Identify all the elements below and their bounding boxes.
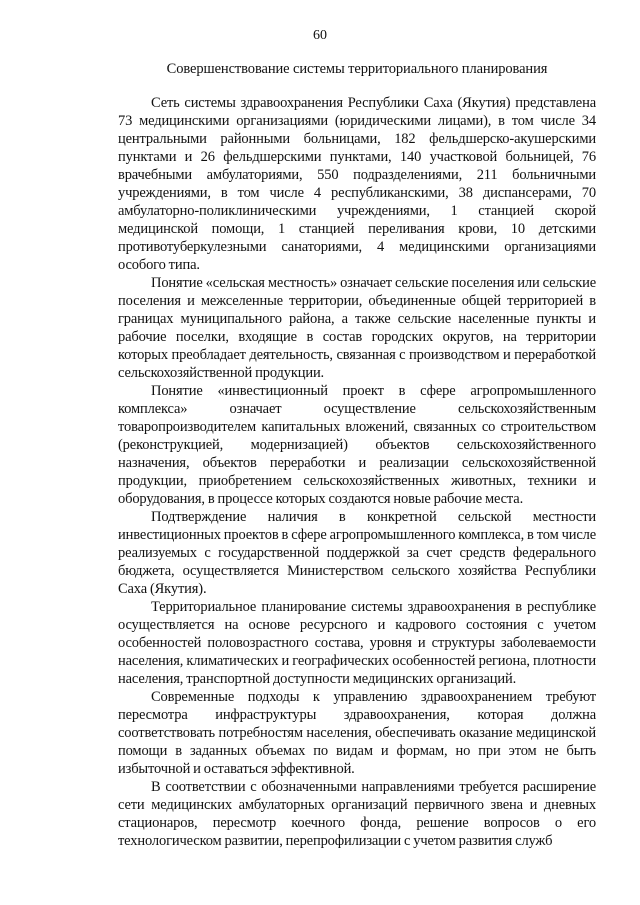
paragraph-healthcare-network: Сеть системы здравоохранения Республики Саха (Якутия) представлена 73 медицинскими организациями (юридическими лицами), в том числе 34 центральными районными больницами, 182 фельдшерско-акушерскими пунктами и 26 фельдшерскими пунктами, 140 участковой больницей, 76 врачебными амбулаториями, 550 подразделениями, 211 больничными учреждениями, в том числе 4 республиканскими, 38 диспансерами, 70 амбулаторно-поликлиническими учреждениями, 1 станцией скорой медицинской помощи, 1 станцией переливания крови, 10 детскими противотуберкулезными санаториями, 4 медицинскими организациями особого типа.	[118, 95, 596, 273]
page-number: 60	[313, 28, 327, 43]
paragraph-investment-confirmation: Подтверждение наличия в конкретной сельской местности инвестиционных проектов в сфере агропромышленного комплекса, в том числе реализуемых с государственной поддержкой за счет средств федерального бюджета, осуществляется Министерством сельского хозяйства Республики Саха (Якутия).	[118, 509, 596, 597]
paragraph-rural-area-definition: Понятие «сельская местность» означает сельские поселения или сельские поселения и межселенные территории, объединенные общей территорией в границах муниципального района, а также сельские населенные пункты и рабочие поселки, входящие в состав городских округов, на территории которых преобладает деятельность, связанная с производством и переработкой сельскохозяйственной продукции.	[118, 275, 596, 381]
paragraph-territorial-planning: Территориальное планирование системы здравоохранения в республике осуществляется на основе ресурсного и кадрового состояния с учетом особенностей половозрастного состава, уровня и структуры заболеваемости населения, климатических и географических особенностей региона, плотности населения, транспортной доступности медицинских организаций.	[118, 599, 596, 687]
paragraph-modern-approaches: Современные подходы к управлению здравоохранением требуют пересмотра инфраструктуры здравоохранения, которая должна соответствовать потребностям населения, обеспечивать оказание медицинской помощи в заданных объемах по видам и формам, но при этом не быть избыточной и оставаться эффективной.	[118, 689, 596, 777]
section-heading: Совершенствование системы территориального планирования	[166, 61, 548, 77]
document-body	[118, 60, 596, 850]
paragraph-investment-project-definition: Понятие «инвестиционный проект в сфере агропромышленного комплекса» означает осуществление сельскохозяйственным товаропроизводителем капитальных вложений, связанных со строительством (реконструкцией, модернизацией) объектов сельскохозяйственного назначения, объектов переработки и реализации сельскохозяйственной продукции, приобретением сельскохозяйственных животных, техники и оборудования, в процессе которых создаются новые рабочие места.	[118, 383, 596, 507]
paragraph-network-expansion: В соответствии с обозначенными направлениями требуется расширение сети медицинских амбулаторных организаций первичного звена и дневных стационаров, пересмотр коечного фонда, решение вопросов о его технологическом развитии, перепрофилизации с учетом развития служб	[118, 779, 596, 849]
